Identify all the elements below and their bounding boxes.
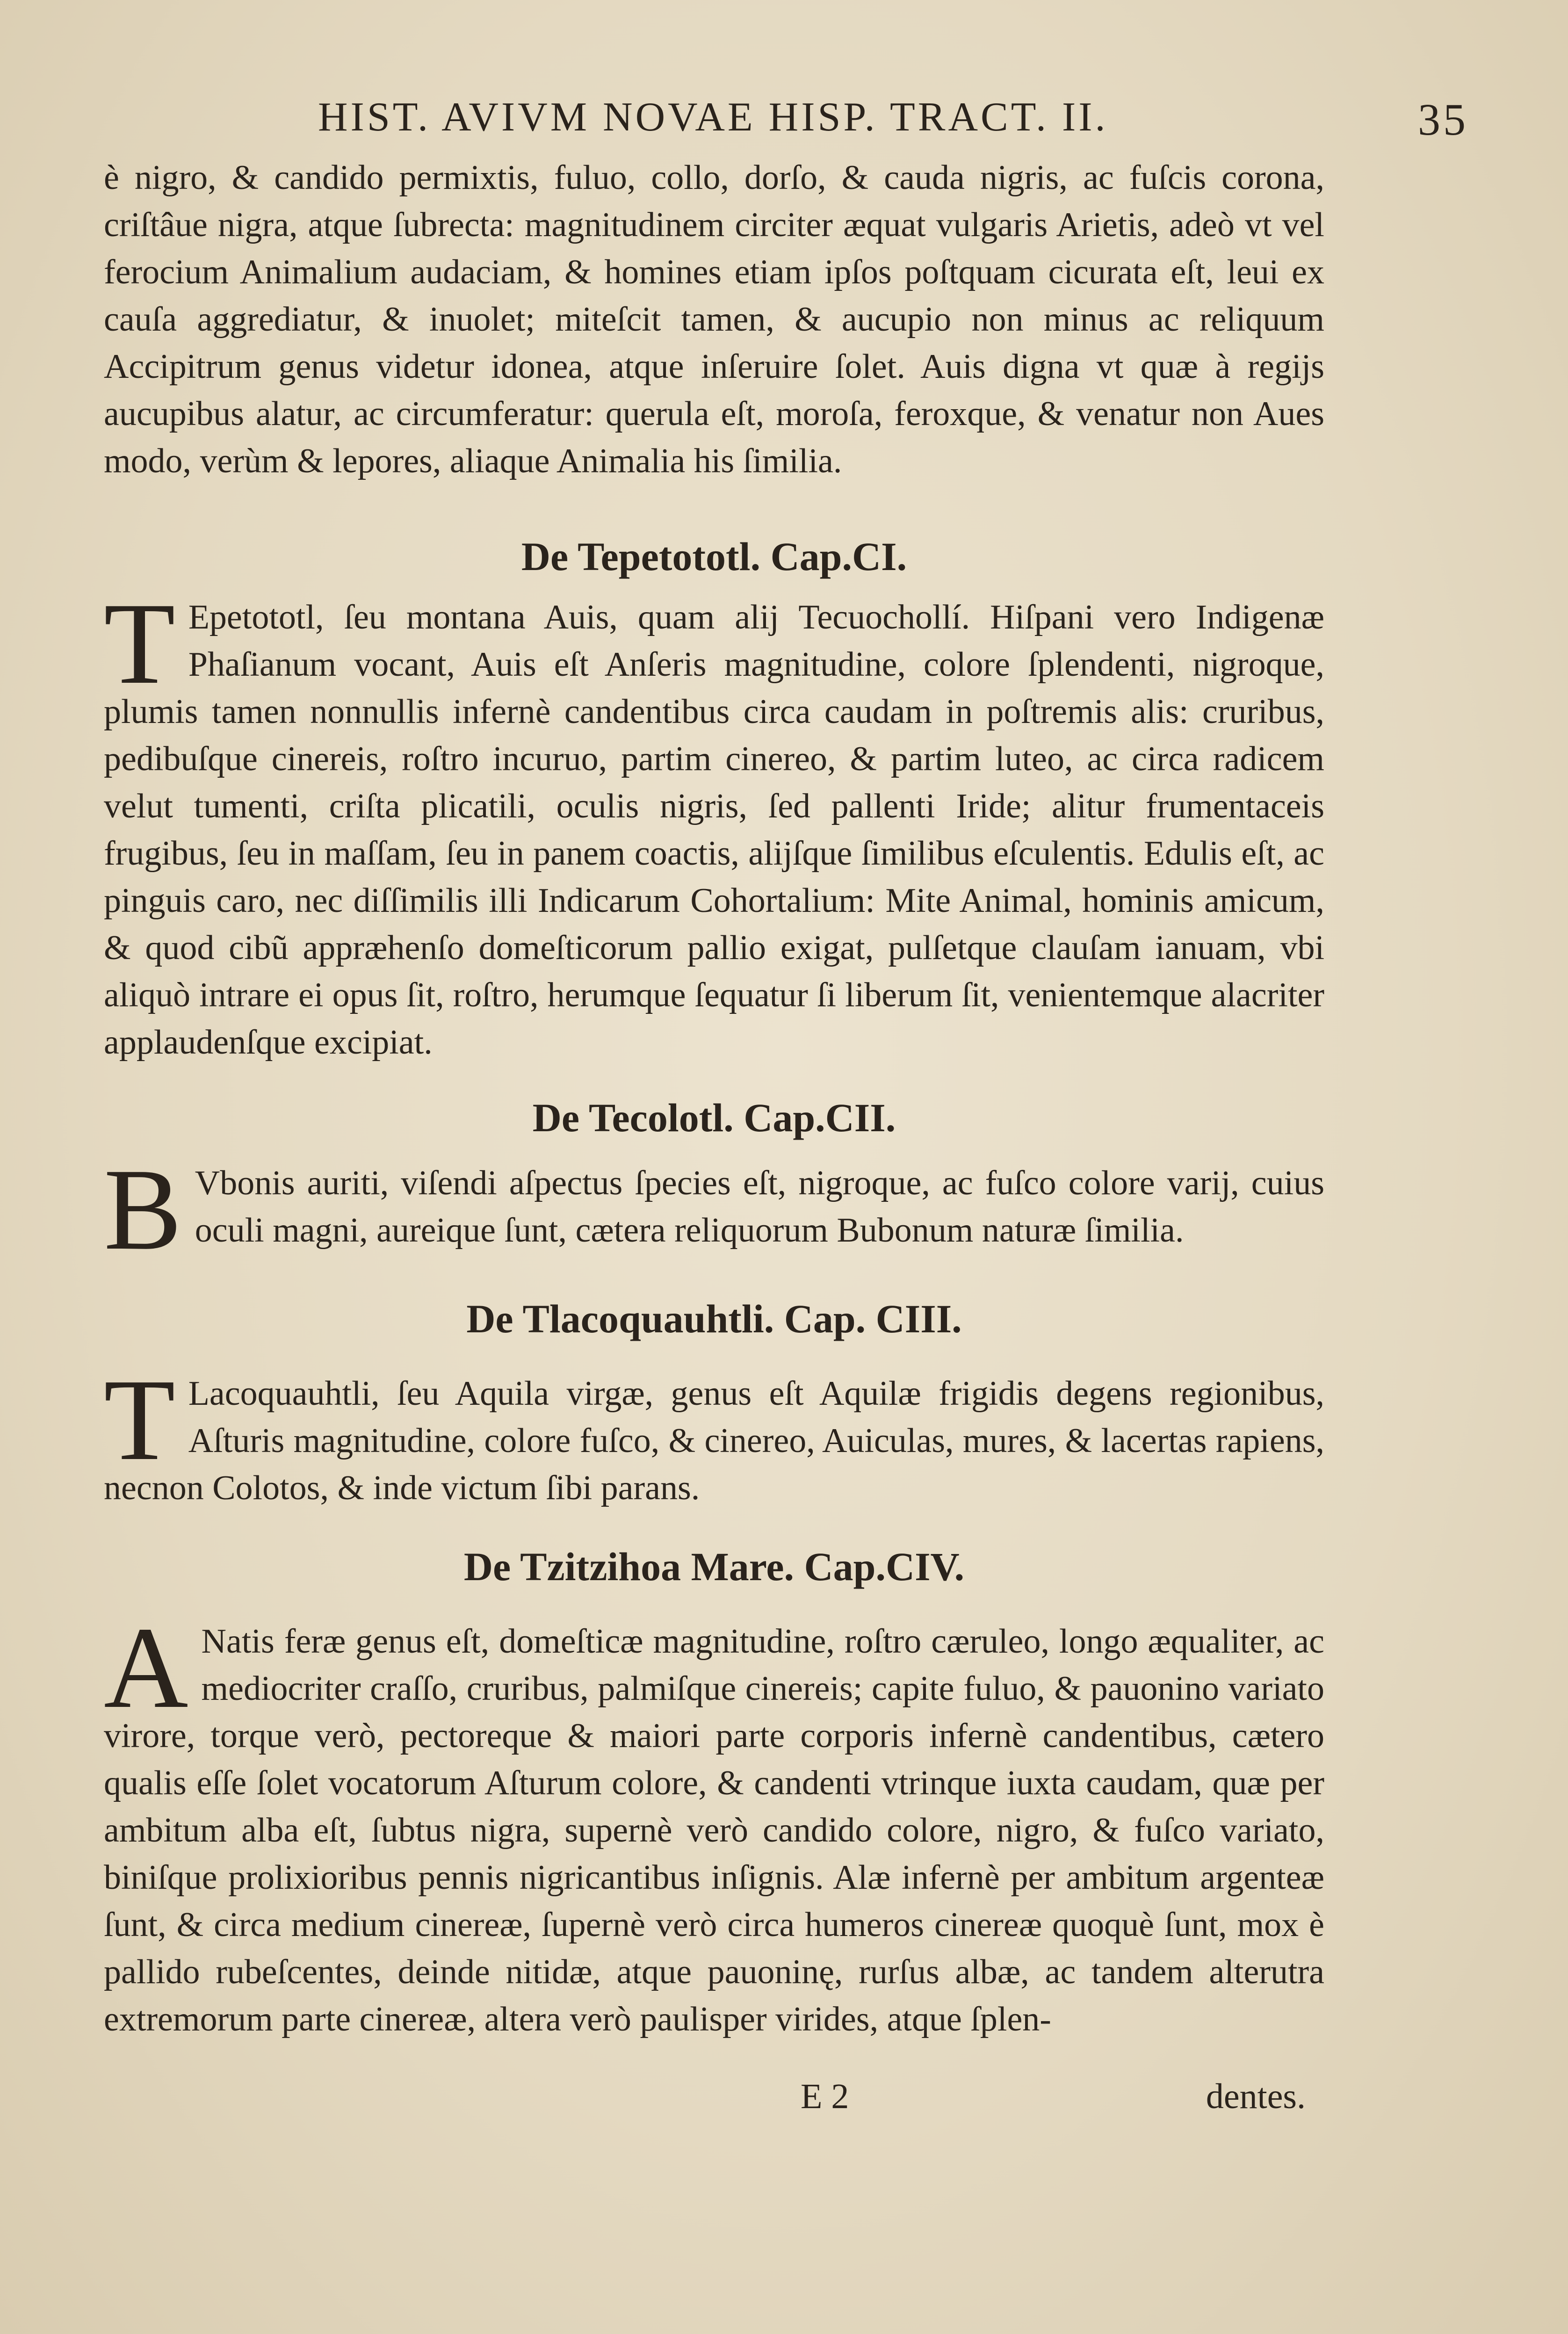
chapter-paragraph-ci <box>104 579 1324 1066</box>
chapter-text: Epetototl, ſeu montana Auis, quam alij Tecuochollí. Hiſpani vero Indigenæ Phaſianum vocant, Auis eſt Anſeris magnitudine, colore ſplendenti, nigroque, plumis tamen nonnullis infernè candentibus circa caudam in poſtremis alis: cruribus, pedibuſque cinereis, roſtro incuruo, partim cinereo, & partim luteo, ac circa radicem velut tumenti, criſta plicatili, oculis nigris, ſed pallenti Iride; alitur frumentaceis frugibus, ſeu in maſſam, ſeu in panem coactis, alijſque ſimilibus eſculentis. Edulis eſt, ac pinguis caro, nec diſſimilis illi Indicarum Cohortalium: Mite Animal, hominis amicum, & quod cibũ appræhenſo domeſticorum pallio exigat, pulſetque clauſam ianuam, vbi aliquò intrare ei opus ſit, roſtro, herumque ſequatur ſi liberum ſit, venientemque alacriter applaudenſque excipiat. <box>104 598 1324 1062</box>
chapter-paragraph-civ <box>104 1603 1324 2043</box>
drop-cap-initial: T <box>104 579 175 708</box>
drop-cap-initial: A <box>104 1603 188 1733</box>
chapter-heading-civ: De Tzitzihoa Mare. Cap.CIV. <box>463 1544 965 1589</box>
chapter-text: Vbonis auriti, viſendi aſpectus ſpecies eſt, nigroque, ac fuſco colore varij, cuius oculi magni, aureique ſunt, cætera reliquorum Bubonum naturæ ſimilia. <box>195 1164 1324 1250</box>
intro-paragraph: è nigro, & candido permixtis, fuluo, collo, dorſo, & cauda nigris, ac fuſcis corona, criſtâue nigra, atque ſubrecta: magnitudinem circiter æquat vulgaris Arietis, adeò vt vel ferocium Animalium audaciam, & homines etiam ipſos poſtquam cicurata eſt, leui ex cauſa aggrediatur, & inuolet; miteſcit tamen, & aucupio non minus ac reliquum Accipitrum genus videtur idonea, atque inſeruire ſolet. Auis digna vt quæ à regijs aucupibus alatur, ac circumferatur: querula eſt, moroſa, feroxque, & venatur non Aues modo, verùm & lepores, aliaque Animalia his ſimilia. <box>104 159 1324 480</box>
chapter-paragraph-cii <box>104 1145 1324 1274</box>
signature-mark: E 2 <box>801 2077 849 2116</box>
chapter-text: Natis feræ genus eſt, domeſticæ magnitudine, roſtro cæruleo, longo æqualiter, ac mediocriter craſſo, cruribus, palmiſque cinereis; capite fuluo, & pauonino variato virore, torque verò, pectoreque & maiori parte corporis infernè candentibus, cætero qualis eſſe ſolet vocatorum Aſturum colore, & candenti vtrinque iuxta caudam, quæ per ambitum alba eſt, ſubtus nigra, supernè verò candido colore, nigro, & fuſco variato, biniſque prolixioribus pennis nigricantibus inſignis. Alæ infernè per ambitum argenteæ ſunt, & circa medium cinereæ, ſupernè verò circa humeros cinereæ quoquè ſunt, mox è pallido rubeſcentes, deinde nitidæ, atque pauoninę, rurſus albæ, ac tandem alterutra extremorum parte cinereæ, altera verò paulisper virides, atque ſplen- <box>104 1622 1324 2038</box>
chapter-text: Lacoquauhtli, ſeu Aquila virgæ, genus eſt Aquilæ frigidis degens regionibus, Aſturis magnitudine, colore fuſco, & cinereo, Auiculas, mures, & lacertas rapiens, necnon Colotos, & inde victum ſibi parans. <box>104 1374 1324 1507</box>
drop-cap-initial: B <box>104 1145 182 1274</box>
page-footer <box>104 2076 1324 2128</box>
drop-cap-initial: T <box>104 1355 175 1485</box>
page-number: 35 <box>1418 94 1468 145</box>
chapter-heading-cii: De Tecolotl. Cap.CII. <box>532 1095 896 1140</box>
running-title: HIST. AVIVM NOVAE HISP. TRACT. II. <box>318 94 1108 140</box>
chapter-paragraph-ciii <box>104 1355 1324 1512</box>
catchword: dentes. <box>1206 2077 1306 2116</box>
chapter-heading-ci: De Tepetototl. Cap.CI. <box>521 534 907 579</box>
chapter-heading-ciii: De Tlacoquauhtli. Cap. CIII. <box>466 1296 962 1341</box>
running-header <box>299 89 1468 145</box>
